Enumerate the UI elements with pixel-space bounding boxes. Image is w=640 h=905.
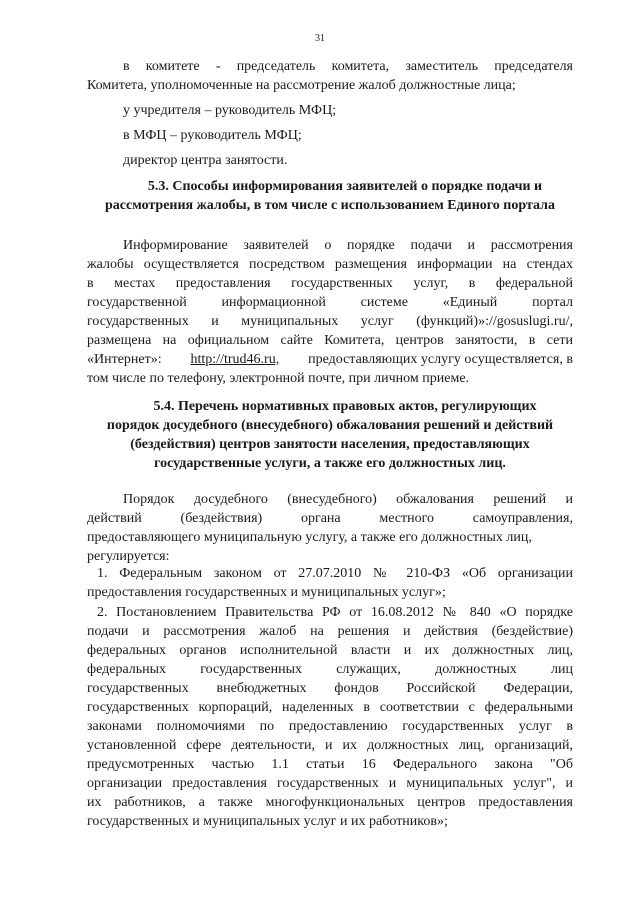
body-line-tail: предоставляющих услугу осуществляется, в [308, 352, 573, 367]
intro-block [87, 57, 573, 170]
body-line: установленной сфере деятельности, и их должностных лиц, организаций, [87, 738, 573, 753]
body-line: законами полномочиями по предоставлению государственных услуг в [87, 719, 573, 734]
law-item-1 [87, 564, 573, 602]
body-line: Порядок досудебного (внесудебного) обжалования решений и [123, 492, 573, 507]
body-line: их работников, а также многофункциональных центров предоставления [87, 795, 573, 810]
intro-line: директор центра занятости. [123, 153, 288, 168]
body-line: том числе по телефону, электронной почте, при личном приеме. [87, 371, 470, 386]
body-line: подачи и рассмотрения жалоб на решения и действия (бездействие) [87, 624, 573, 639]
body-line: государственных и муниципальных услуг и их работников»; [87, 814, 448, 829]
intro-line: у учредителя – руководитель МФЦ; [123, 103, 337, 118]
internet-label: «Интернет»: [87, 352, 162, 367]
section-5-4-heading [87, 397, 573, 473]
heading-line: рассмотрения жалобы, в том числе с использованием Единого портала [105, 198, 555, 213]
body-line: действий (бездействия) органа местного самоуправления, [87, 511, 573, 526]
section-5-4-intro [87, 490, 573, 566]
body-line: Информирование заявителей о порядке подачи и рассмотрения [123, 238, 573, 253]
body-line: 2. Постановлением Правительства РФ от 16.08.2012 № 840 «О порядке [97, 605, 573, 620]
body-line: государственных внебюджетных фондов Российской Федерации, [87, 681, 573, 696]
section-5-3-heading [87, 177, 573, 215]
body-line: регулируется: [87, 549, 170, 564]
body-line: государственной информационной системе «Единый портал [87, 295, 573, 310]
body-line: жалобы осуществляется посредством размещения информации на стендах [87, 257, 573, 272]
page-number: 31 [315, 33, 325, 44]
heading-line: 5.4. Перечень нормативных правовых актов, регулирующих [153, 399, 537, 414]
intro-line: в комитете - председатель комитета, заместитель председателя [123, 59, 573, 74]
body-line: размещена на официальном сайте Комитета, центров занятости, в сети [87, 333, 573, 348]
heading-line: (бездействия) центров занятости населения, предоставляющих [130, 437, 530, 452]
body-line: организации предоставления государственных и муниципальных услуг", и [87, 776, 573, 791]
body-line: предоставляющего муниципальную услугу, а также его должностных лиц, [87, 530, 532, 545]
law-item-2 [87, 603, 573, 831]
body-line: предоставления государственных и муниципальных услуг»; [87, 585, 446, 600]
body-line: государственных и муниципальных услуг (функций)»://gosuslugi.ru/, [87, 314, 573, 329]
heading-line: государственные услуги, а также его должностных лиц. [154, 456, 506, 471]
body-line: в местах предоставления государственных услуг, в федеральной [87, 276, 573, 291]
intro-line: Комитета, уполномоченные на рассмотрение жалоб должностные лица; [87, 78, 516, 93]
body-line: 1. Федеральным законом от 27.07.2010 № 210-ФЗ «Об организации [97, 566, 573, 581]
intro-line: в МФЦ – руководитель МФЦ; [123, 128, 302, 143]
trud46-link[interactable]: http://trud46.ru, [190, 352, 280, 367]
body-line: федеральных органов исполнительной власти и их должностных лиц, [87, 643, 573, 658]
body-line: государственных корпораций, наделенных в соответствии с федеральными [87, 700, 573, 715]
body-line-with-link [87, 350, 573, 369]
heading-line: порядок досудебного (внесудебного) обжалования решений и действий [106, 418, 554, 433]
heading-line: 5.3. Способы информирования заявителей о порядке подачи и [147, 179, 543, 194]
body-line: предусмотренных частью 1.1 статьи 16 Федерального закона "Об [87, 757, 573, 772]
section-5-3-body [87, 236, 573, 388]
body-line: федеральных государственных служащих, должностных лиц [87, 662, 573, 677]
